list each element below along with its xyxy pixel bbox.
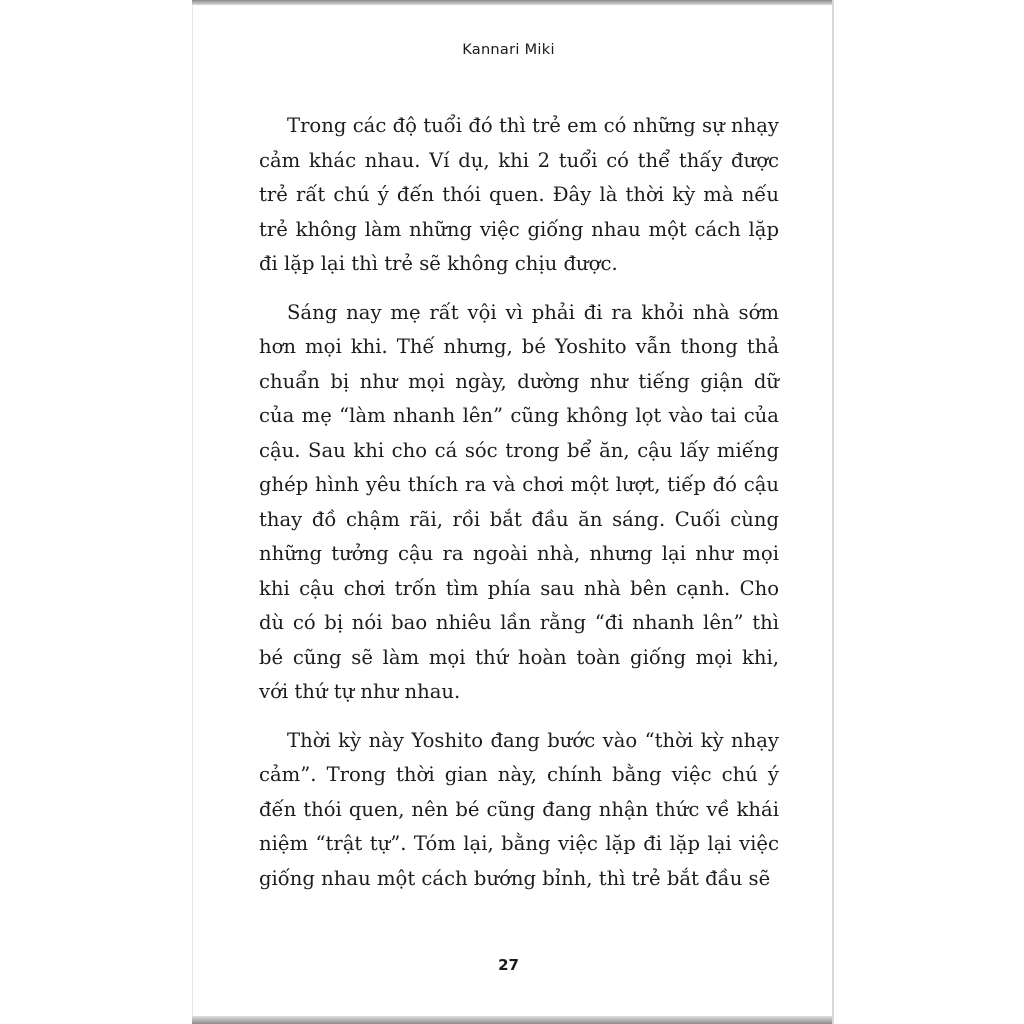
book-page xyxy=(192,0,834,1024)
paragraph-1: Trong các độ tuổi đó thì trẻ em có những sự nhạy cảm khác nhau. Ví dụ, khi 2 tuổi có thể thấy được trẻ rất chú ý đến thói quen. Đây là thời kỳ mà nếu trẻ không làm những việc giống nhau một cách lặp đi lặp lại thì trẻ sẽ không chịu được. xyxy=(259,114,779,275)
running-head: Kannari Miki xyxy=(462,42,555,58)
page-bottom-edge-shadow xyxy=(192,1016,832,1024)
paragraph-3: Thời kỳ này Yoshito đang bước vào “thời kỳ nhạy cảm”. Trong thời gian này, chính bằng việc chú ý đến thói quen, nên bé cũng đang nhận thức về khái niệm “trật tự”. Tóm lại, bằng việc lặp đi lặp lại việc giống nhau một cách bướng bỉnh, thì trẻ bắt đầu sẽ xyxy=(259,728,779,890)
paragraph-2: Sáng nay mẹ rất vội vì phải đi ra khỏi nhà sớm hơn mọi khi. Thế nhưng, bé Yoshito vẫn thong thả chuẩn bị như mọi ngày, dường như tiếng giận dữ của mẹ “làm nhanh lên” cũng không lọt vào tai của cậu. Sau khi cho cá sóc trong bể ăn, cậu lấy miếng ghép hình yêu thích ra và chơi một lượt, tiếp đó cậu thay đồ chậm rãi, rồi bắt đầu ăn sáng. Cuối cùng những tưởng cậu ra ngoài nhà, nhưng lại như mọi khi cậu chơi trốn tìm phía sau nhà bên cạnh. Cho dù có bị nói bao nhiêu lần rằng “đi nhanh lên” thì bé cũng sẽ làm mọi thứ hoàn toàn giống mọi khi, với thứ tự như nhau. xyxy=(259,300,779,703)
page-number: 27 xyxy=(498,956,519,974)
page-top-edge-shadow xyxy=(192,0,832,5)
body-text xyxy=(259,109,779,910)
